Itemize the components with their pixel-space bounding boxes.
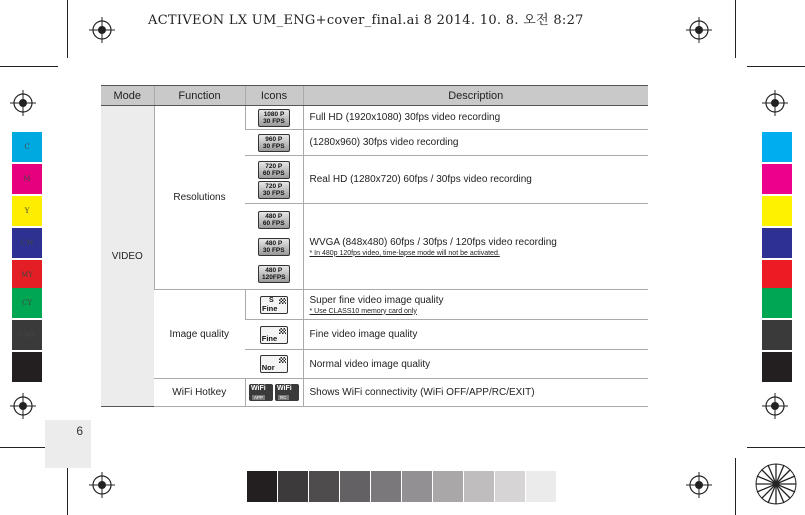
swatch-label: CY xyxy=(22,299,32,307)
swatch-cmy xyxy=(762,320,792,350)
icon-cell xyxy=(245,290,303,320)
crop-mark xyxy=(0,66,58,67)
wifi-rc-icon xyxy=(275,384,299,401)
function-image-quality: Image quality xyxy=(154,290,245,379)
page-number: 6 xyxy=(76,424,83,438)
table-row xyxy=(101,290,648,320)
registration-target-icon xyxy=(10,90,36,116)
registration-target-icon xyxy=(89,472,115,498)
crop-mark xyxy=(747,447,805,448)
icon-text: 480 P xyxy=(265,266,283,274)
icon-text: RC xyxy=(280,395,287,400)
icon-text: 960 P xyxy=(265,135,283,143)
swatch-cmy xyxy=(12,320,42,350)
resolution-480p-120fps-icon xyxy=(258,265,290,283)
swatch-my xyxy=(762,260,792,290)
swatch-label: CMY xyxy=(18,331,36,339)
icon-cell xyxy=(245,320,303,350)
gray-patch xyxy=(278,471,308,502)
table-header-row xyxy=(101,86,648,106)
swatch-y xyxy=(12,196,42,226)
icon-text: 30 FPS xyxy=(262,246,285,254)
function-resolutions: Resolutions xyxy=(154,106,245,290)
header-description: Description xyxy=(303,86,648,106)
desc-480p-note: * In 480p 120fps video, time-lapse mode will not be activated. xyxy=(309,249,500,257)
icon-cell xyxy=(245,106,303,130)
icon-text: 60 FPS xyxy=(262,219,285,227)
icon-text: 30 FPS xyxy=(262,142,285,150)
swatch-c xyxy=(12,132,42,162)
crop-mark xyxy=(735,0,736,58)
desc-480p xyxy=(303,204,648,290)
file-slug: ACTIVEON LX UM_ENG+cover_final.ai 8 2014. 10. 8. 오전 8:27 xyxy=(148,13,584,28)
icon-cell xyxy=(245,204,303,290)
icon-text: 30 FPS xyxy=(262,189,285,197)
crop-mark xyxy=(735,458,736,515)
icon-text: Nor xyxy=(261,363,275,372)
swatch-c xyxy=(762,132,792,162)
starburst-icon xyxy=(754,462,798,506)
crop-mark xyxy=(747,66,805,67)
video-spec-table xyxy=(101,85,648,407)
icon-text: Fine xyxy=(261,333,278,343)
desc-normal: Normal video image quality xyxy=(303,350,648,379)
icon-text: 720 P xyxy=(265,182,283,190)
gray-patch xyxy=(371,471,401,502)
registration-target-icon xyxy=(89,17,115,43)
swatch-cy xyxy=(762,288,792,318)
header-icons: Icons xyxy=(245,86,303,106)
icon-text: 120FPS xyxy=(262,273,286,281)
crop-mark xyxy=(67,0,68,58)
swatch-my xyxy=(12,260,42,290)
function-wifi-hotkey: WiFi Hotkey xyxy=(154,379,245,407)
gray-patch xyxy=(495,471,525,502)
desc-super-fine-text: Super fine video image quality xyxy=(309,294,444,306)
gray-patch xyxy=(309,471,339,502)
super-fine-quality-icon xyxy=(260,296,288,314)
resolution-960p-icon xyxy=(258,134,290,152)
header-function: Function xyxy=(154,86,245,106)
resolution-480p-60fps-icon xyxy=(258,211,290,229)
swatch-m xyxy=(12,164,42,194)
desc-wifi: Shows WiFi connectivity (WiFi OFF/APP/RC/EXIT) xyxy=(303,379,648,407)
icon-cell xyxy=(245,350,303,379)
icon-text: 30 FPS xyxy=(263,117,285,125)
gray-patch xyxy=(433,471,463,502)
swatch-label: MY xyxy=(21,271,33,279)
desc-super-fine-note: * Use CLASS10 memory card only xyxy=(309,307,417,315)
icon-text: 1080 P xyxy=(263,110,285,118)
registration-target-icon xyxy=(762,90,788,116)
icon-text: Fine xyxy=(262,303,278,313)
table-row xyxy=(101,106,648,130)
desc-960p: (1280x960) 30fps video recording xyxy=(303,130,648,156)
normal-quality-icon xyxy=(260,355,288,373)
swatch-label: CM xyxy=(20,239,34,247)
resolution-480p-30fps-icon xyxy=(258,238,290,256)
gray-patch xyxy=(340,471,370,502)
registration-target-icon xyxy=(686,472,712,498)
gray-patch xyxy=(464,471,494,502)
icon-text: WiFi xyxy=(277,385,292,392)
gray-patch xyxy=(402,471,432,502)
registration-target-icon xyxy=(686,17,712,43)
icon-text: 480 P xyxy=(265,239,283,247)
swatch-m xyxy=(762,164,792,194)
swatch-label: M xyxy=(23,175,31,183)
icon-text: 720 P xyxy=(265,162,283,170)
page-number-box xyxy=(45,420,91,468)
desc-480p-text: WVGA (848x480) 60fps / 30fps / 120fps video recording xyxy=(309,236,557,248)
icon-text: APP xyxy=(254,395,264,400)
swatch-cm xyxy=(762,228,792,258)
icon-cell xyxy=(245,130,303,156)
icon-text: 480 P xyxy=(265,212,283,220)
wifi-app-icon xyxy=(249,384,273,401)
swatch-label: Y xyxy=(24,207,30,215)
mode-cell: VIDEO xyxy=(101,106,154,407)
gray-patch xyxy=(247,471,277,502)
swatch-label: C xyxy=(24,143,30,151)
registration-target-icon xyxy=(10,393,36,419)
swatch-k xyxy=(12,352,42,382)
swatch-k xyxy=(762,352,792,382)
desc-1080p: Full HD (1920x1080) 30fps video recording xyxy=(303,106,648,130)
resolution-720p-30fps-icon xyxy=(258,181,290,199)
swatch-cy xyxy=(12,288,42,318)
swatch-y xyxy=(762,196,792,226)
resolution-1080p-icon xyxy=(258,109,290,127)
fine-quality-icon xyxy=(260,326,288,344)
icon-cell xyxy=(245,379,303,407)
registration-target-icon xyxy=(762,393,788,419)
icon-cell xyxy=(245,156,303,204)
table-row xyxy=(101,379,648,407)
resolution-720p-60fps-icon xyxy=(258,161,290,179)
gray-patch xyxy=(526,471,556,502)
swatch-cm xyxy=(12,228,42,258)
icon-text: S xyxy=(269,296,274,304)
desc-fine: Fine video image quality xyxy=(303,320,648,350)
desc-720p: Real HD (1280x720) 60fps / 30fps video recording xyxy=(303,156,648,204)
desc-super-fine xyxy=(303,290,648,320)
icon-text: 60 FPS xyxy=(262,169,285,177)
header-mode: Mode xyxy=(101,86,154,106)
icon-text: WiFi xyxy=(251,385,266,392)
